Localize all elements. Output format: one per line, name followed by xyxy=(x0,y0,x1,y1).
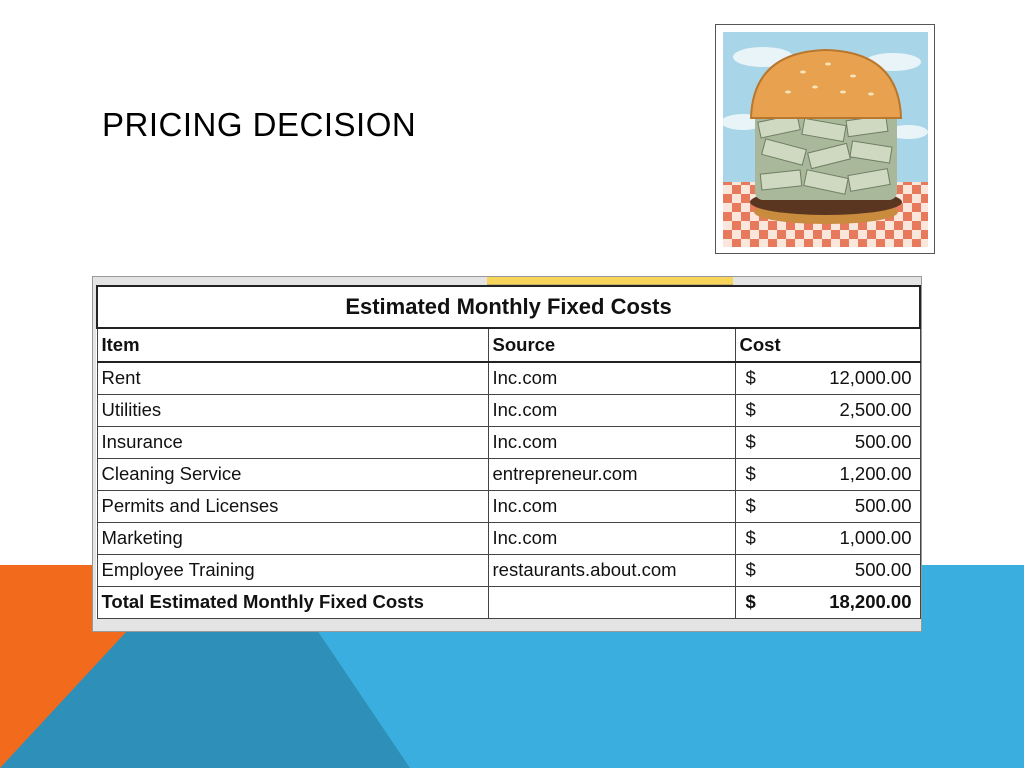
column-header-cost: Cost xyxy=(735,328,920,362)
currency-symbol: $ xyxy=(745,463,756,484)
table-row xyxy=(97,458,920,490)
cost-amount: 500.00 xyxy=(854,559,912,580)
cost-cell xyxy=(735,458,920,490)
source-cell: Inc.com xyxy=(488,522,735,554)
cost-amount: 1,200.00 xyxy=(839,463,912,484)
currency-symbol: $ xyxy=(745,559,756,580)
item-cell: Utilities xyxy=(97,394,488,426)
slide-title: PRICING DECISION xyxy=(102,106,417,143)
currency-symbol: $ xyxy=(745,495,756,516)
cost-cell xyxy=(735,554,920,586)
source-cell: entrepreneur.com xyxy=(488,458,735,490)
cost-cell xyxy=(735,522,920,554)
highlight-strip xyxy=(487,277,733,285)
item-cell: Permits and Licenses xyxy=(97,490,488,522)
currency-symbol: $ xyxy=(745,367,756,389)
cost-amount: 1,000.00 xyxy=(839,527,912,548)
currency-symbol: $ xyxy=(745,527,756,548)
fixed-costs-table xyxy=(96,285,921,619)
item-cell: Marketing xyxy=(97,522,488,554)
cost-cell xyxy=(735,426,920,458)
cost-cell xyxy=(735,490,920,522)
cost-amount: 12,000.00 xyxy=(829,367,912,389)
cost-table-container xyxy=(92,276,922,632)
table-row xyxy=(97,426,920,458)
item-cell: Rent xyxy=(97,362,488,394)
total-cost-cell xyxy=(735,586,920,618)
item-cell: Insurance xyxy=(97,426,488,458)
total-source-cell xyxy=(488,586,735,618)
table-row xyxy=(97,554,920,586)
total-cost-amount: 18,200.00 xyxy=(829,591,912,612)
total-row xyxy=(97,586,920,618)
table-row xyxy=(97,394,920,426)
source-cell: Inc.com xyxy=(488,394,735,426)
total-label: Total Estimated Monthly Fixed Costs xyxy=(97,586,488,618)
cost-amount: 500.00 xyxy=(854,431,912,452)
source-cell: Inc.com xyxy=(488,490,735,522)
currency-symbol: $ xyxy=(745,591,756,612)
currency-symbol: $ xyxy=(745,431,756,452)
table-row xyxy=(97,490,920,522)
column-header-source: Source xyxy=(488,328,735,362)
item-cell: Cleaning Service xyxy=(97,458,488,490)
currency-symbol: $ xyxy=(745,399,756,420)
source-cell: Inc.com xyxy=(488,426,735,458)
source-cell: restaurants.about.com xyxy=(488,554,735,586)
column-header-item: Item xyxy=(97,328,488,362)
item-cell: Employee Training xyxy=(97,554,488,586)
cost-amount: 500.00 xyxy=(854,495,912,516)
table-title: Estimated Monthly Fixed Costs xyxy=(97,286,920,328)
burger-picture xyxy=(715,24,935,254)
cost-cell xyxy=(735,362,920,394)
table-row xyxy=(97,362,920,394)
money-burger-icon xyxy=(723,32,928,247)
table-row xyxy=(97,522,920,554)
cost-cell xyxy=(735,394,920,426)
source-cell: Inc.com xyxy=(488,362,735,394)
cost-amount: 2,500.00 xyxy=(839,399,912,420)
